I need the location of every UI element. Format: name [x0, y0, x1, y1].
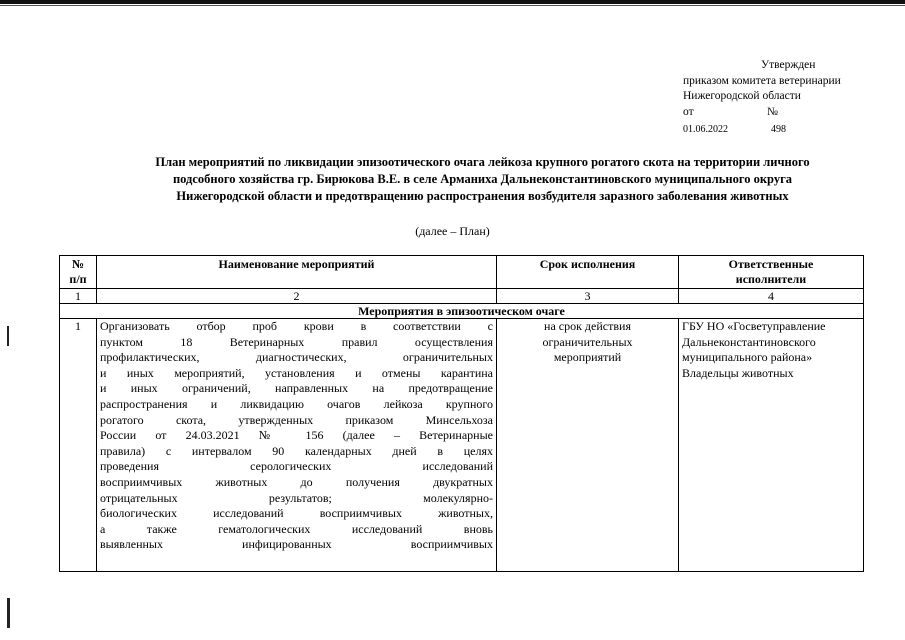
- header-num-line-2: п/п: [69, 272, 87, 286]
- header-num-line-1: №: [71, 257, 85, 271]
- executor-line: Владельцы животных: [682, 365, 794, 380]
- activity-line: пунктом 18 Ветеринарных правил осуществления: [100, 334, 493, 349]
- scan-mark-upper: [7, 326, 9, 346]
- column-number: 1: [60, 289, 97, 304]
- header-exec-line-1: Ответственные: [728, 257, 814, 271]
- row-term: [497, 319, 679, 572]
- approval-block: [683, 58, 883, 138]
- approval-from-row: [683, 105, 883, 121]
- row-number: 1: [60, 319, 97, 572]
- table-row: [60, 319, 864, 572]
- executor-line: ГБУ НО «Госветуправление: [682, 319, 826, 333]
- row-activity: [97, 319, 497, 572]
- approval-no-label: №: [767, 105, 778, 118]
- activity-line: и иных ограничений, направленных на предотвращение: [100, 381, 493, 396]
- activity-line: биологических исследований восприимчивых животных,: [100, 506, 493, 521]
- title-line-1: План мероприятий по ликвидации эпизоотического очага лейкоза крупного рогатого скота на территории личного: [155, 155, 810, 169]
- activity-line: восприимчивых животных до получения двукратных: [100, 474, 493, 489]
- activity-line: распространения и ликвидацию очагов лейкоза крупного: [100, 396, 493, 411]
- approval-date: 01.06.2022: [683, 124, 728, 135]
- scan-edge-top: [0, 0, 905, 4]
- activity-line: отрицательных результатов; молекулярно-: [100, 490, 493, 505]
- column-number-row: [60, 289, 864, 304]
- activity-line: правила) с интервалом 90 календарных дней в целях: [100, 443, 493, 458]
- title-line-3: Нижегородской области и предотвращению распространения возбудителя заразного заболевания животных: [176, 189, 789, 203]
- row-executors: [679, 319, 864, 572]
- header-executors: [679, 256, 864, 289]
- title-line-2: подсобного хозяйства гр. Бирюкова В.Е. в селе Арманиха Дальнеконстантиновского муниципального округа: [172, 172, 793, 186]
- activity-line: профилактических, диагностических, ограничительных: [100, 350, 493, 365]
- term-line: мероприятий: [553, 350, 622, 365]
- approval-line-2: приказом комитета ветеринарии: [683, 74, 841, 87]
- activity-line: выявленных инфицированных восприимчивых: [100, 537, 493, 552]
- term-line: ограничительных: [542, 334, 633, 349]
- column-number: 3: [497, 289, 679, 304]
- header-num: [60, 256, 97, 289]
- activity-line: и иных мероприятий, установления и отмены карантина: [100, 365, 493, 380]
- scan-mark-lower: [7, 598, 10, 628]
- approval-line-3: Нижегородской области: [683, 90, 801, 102]
- approval-values-row: [683, 122, 883, 138]
- column-number: 4: [679, 289, 864, 304]
- plan-table: [59, 255, 864, 572]
- term-line: на срок действия: [544, 319, 631, 333]
- document-title: [95, 154, 870, 205]
- activity-line: рогатого скота, утвержденных приказом Минсельхоза: [100, 412, 493, 427]
- activity-line: Организовать отбор проб крови в соответствии с: [100, 319, 493, 333]
- executor-line: Дальнеконстантиновского: [682, 334, 816, 349]
- approval-heading: Утвержден: [761, 59, 816, 71]
- activity-line: России от 24.03.2021 № 156 (далее – Ветеринарные: [100, 428, 493, 443]
- activity-line: а также гематологических исследований вновь: [100, 521, 493, 536]
- section-title: Мероприятия в эпизоотическом очаге: [60, 304, 864, 319]
- approval-number: 498: [771, 124, 786, 135]
- header-name: Наименование мероприятий: [97, 256, 497, 289]
- header-term: Срок исполнения: [497, 256, 679, 289]
- approval-from-label: от: [683, 105, 694, 118]
- column-number: 2: [97, 289, 497, 304]
- section-row: [60, 304, 864, 319]
- scan-edge-line: [0, 5, 905, 6]
- document-subtitle: (далее – План): [415, 224, 490, 238]
- header-exec-line-2: исполнители: [735, 272, 807, 286]
- activity-line: проведения серологических исследований: [100, 459, 493, 474]
- executor-line: муниципального района»: [682, 350, 813, 365]
- table-header-row: [60, 256, 864, 289]
